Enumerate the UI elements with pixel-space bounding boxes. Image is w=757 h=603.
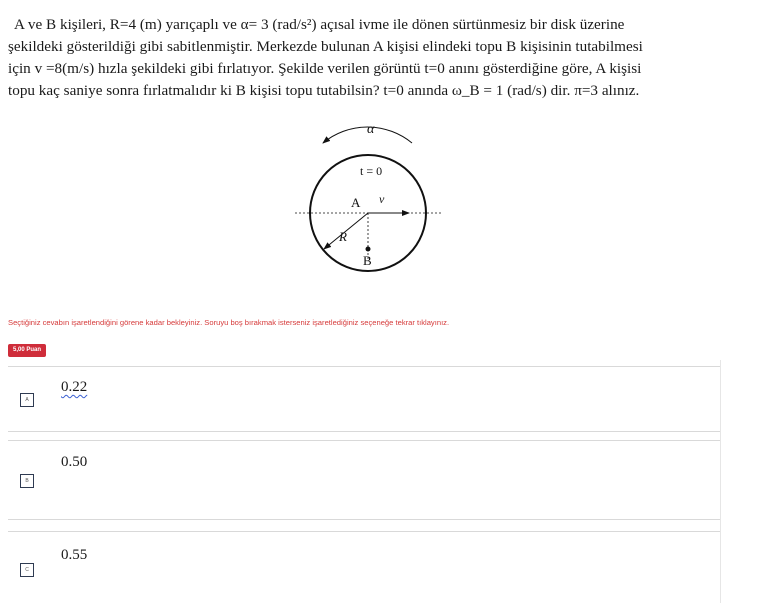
choice-a[interactable] <box>8 366 721 432</box>
choice-b[interactable] <box>8 440 721 520</box>
point-a-label: A <box>351 195 361 210</box>
question-line-3: için v =8(m/s) hızla şekildeki gibi fırlatıyor. Şekilde verilen görüntü t=0 anını gösterdiğine göre, A kişisi <box>8 60 642 77</box>
choice-b-checkbox[interactable]: B <box>20 474 34 488</box>
question-text <box>8 14 743 102</box>
question-line-2: şekildeki gösterildiği gibi sabitlenmiştir. Merkezde bulunan A kişisi elindeki topu B kişisinin tutabilmesi <box>8 38 643 55</box>
point-b-label: B <box>363 253 372 268</box>
score-badge: 5,00 Puan <box>8 344 46 357</box>
disk-figure <box>283 113 463 283</box>
scroll-edge <box>720 360 721 603</box>
choice-a-checkbox[interactable]: A <box>20 393 34 407</box>
choice-c[interactable] <box>8 531 721 603</box>
question-line-4: topu kaç saniye sonra fırlatmalıdır ki B kişisi topu tutabilsin? t=0 anında ω_B = 1 (rad/s) dir. π=3 alınız. <box>8 82 640 99</box>
disk-diagram <box>283 113 463 283</box>
choice-a-value: 0.22 <box>61 379 88 395</box>
alpha-label: α <box>367 122 375 137</box>
answer-notice: Seçtiğiniz cevabın işaretlendiğini görene kadar bekleyiniz. Soruyu boş bırakmak isterseniz işaretlediğiniz seçeneğe tekrar tıklayınız. <box>8 318 450 327</box>
choice-b-value: 0.50 <box>61 454 88 470</box>
choice-c-value: 0.55 <box>61 547 88 563</box>
point-b-dot <box>366 247 371 252</box>
choice-c-checkbox[interactable]: C <box>20 563 34 577</box>
question-line-1: A ve B kişileri, R=4 (m) yarıçaplı ve α= 3 (rad/s²) açısal ivme ile dönen sürtünmesiz bir disk üzerine <box>14 16 625 33</box>
t-zero-label: t = 0 <box>360 164 383 178</box>
velocity-label: v⃗ <box>379 192 394 206</box>
radius-label: R <box>339 229 347 244</box>
